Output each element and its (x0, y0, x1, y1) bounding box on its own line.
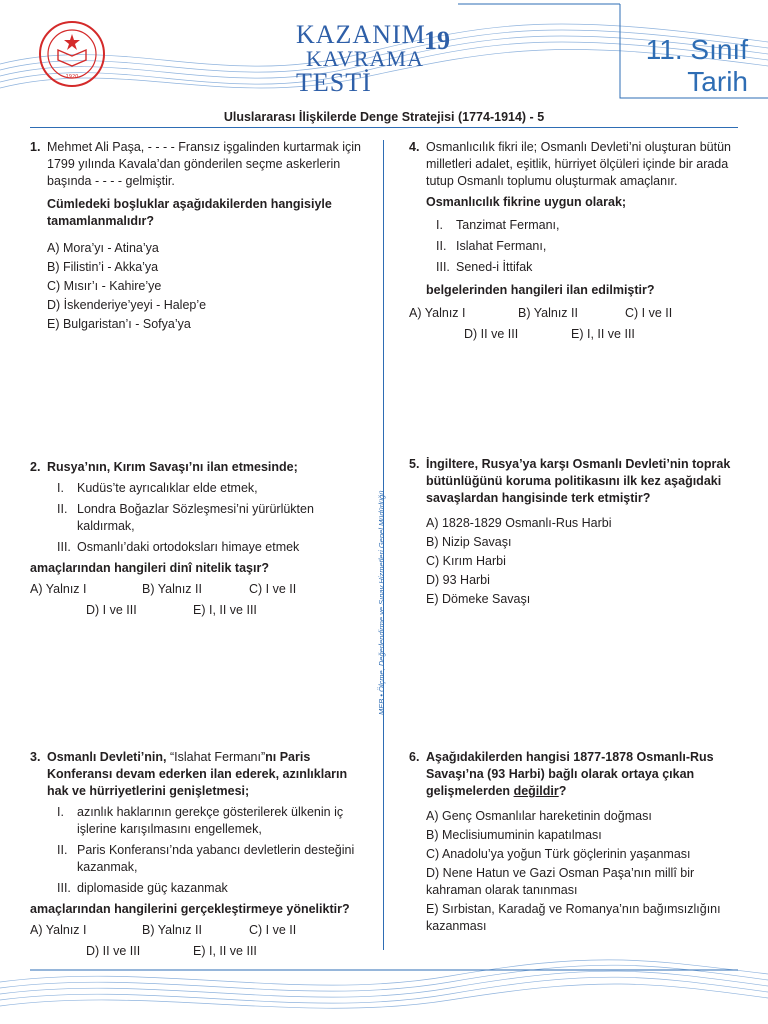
roman-item: III. diplomaside güç kazanmak (57, 881, 228, 895)
subject-label: Tarih (687, 66, 748, 97)
question-prompt: amaçlarından hangileri dinî nitelik taşır? (30, 561, 269, 575)
question-prompt: belgelerinden hangileri ilan edilmiştir? (426, 283, 655, 297)
option-d[interactable]: D) İskenderiye’yeyi - Halep’e (47, 298, 207, 312)
option-e[interactable]: E) I, II ve III (193, 944, 257, 958)
option-c[interactable]: C) I ve II (249, 923, 297, 937)
footer-wave-decoration (0, 958, 768, 1024)
option-d[interactable]: D) 93 Harbi (426, 573, 490, 587)
question-prompt: İngiltere, Rusya’ya karşı Osmanlı Devleti’nin toprak bütünlüğünü koruma politikasını ilk kez aşağıdaki savaşlardan hangisinde terk etmiştir? (426, 457, 731, 505)
question-number: 6. (409, 750, 420, 764)
roman-item: III. Osmanlı’daki ortodoksları himaye etmek (57, 540, 300, 554)
negation-word: değildir (513, 784, 559, 798)
question-4 (409, 139, 749, 343)
roman-item: I. Tanzimat Fermanı, (436, 218, 560, 232)
question-5 (409, 456, 749, 610)
option-d[interactable]: D) II ve III (86, 944, 141, 958)
option-c[interactable]: C) I ve II (625, 306, 673, 320)
option-d[interactable]: D) II ve III (464, 327, 519, 341)
option-e[interactable]: E) I, II ve III (193, 603, 257, 617)
option-d[interactable]: D) Nene Hatun ve Gazi Osman Paşa’nın millî bir kahraman olarak tanınması (426, 866, 695, 897)
series-title: KAZANIM KAVRAMA TESTİ (296, 20, 426, 97)
option-e[interactable]: E) Dömeke Savaşı (426, 592, 531, 606)
option-c[interactable]: C) I ve II (249, 582, 297, 596)
topic-title: Uluslararası İlişkilerde Denge Stratejisi (1774-1914) - 5 (223, 110, 545, 124)
option-b[interactable]: B) Meclisiumuminin kapatılması (426, 828, 602, 842)
option-b[interactable]: B) Yalnız II (518, 306, 578, 320)
question-3 (30, 749, 370, 960)
svg-text:1920: 1920 (65, 74, 79, 80)
option-a[interactable]: A) Genç Osmanlılar hareketinin doğması (426, 809, 652, 823)
roman-item: II. Islahat Fermanı, (436, 239, 547, 253)
question-text: Mehmet Ali Paşa, - - - - Fransız işgalinden kurtarmak için 1799 yılında Kavala’dan gönderilen seçme askerlerin başında - - - - gelmiştir. (47, 140, 361, 188)
option-a[interactable]: A) Yalnız I (30, 582, 87, 596)
question-2 (30, 459, 370, 619)
option-a[interactable]: A) Mora’yı - Atina’ya (47, 241, 159, 255)
question-number: 2. (30, 460, 41, 474)
option-a[interactable]: A) Yalnız I (30, 923, 87, 937)
option-b[interactable]: B) Yalnız II (142, 923, 202, 937)
grade-subject (646, 34, 748, 98)
question-text: Rusya’nın, Kırım Savaşı’nı ilan etmesinde; (47, 460, 298, 474)
question-number: 3. (30, 750, 41, 764)
roman-item: II. Londra Boğazlar Sözleşmesi’ni yürürlükten kaldırmak, (57, 502, 314, 533)
question-number: 4. (409, 140, 420, 154)
question-number: 5. (409, 457, 420, 471)
question-number: 1. (30, 140, 41, 154)
option-a[interactable]: A) 1828-1829 Osmanlı-Rus Harbi (426, 516, 612, 530)
option-e[interactable]: E) Bulgaristan’ı - Sofya’ya (47, 317, 191, 331)
option-e[interactable]: E) Sırbistan, Karadağ ve Romanya’nın bağımsızlığını kazanması (426, 902, 721, 933)
option-e[interactable]: E) I, II ve III (571, 327, 635, 341)
question-prompt-top: Osmanlıcılık fikrine uygun olarak; (426, 195, 627, 209)
option-c[interactable]: C) Anadolu’ya yoğun Türk göçlerinin yaşanması (426, 847, 691, 861)
option-b[interactable]: B) Yalnız II (142, 582, 202, 596)
question-text: Osmanlıcılık fikri ile; Osmanlı Devleti’ni oluşturan bütün milletleri adalet, eşitlik, hürriyet ölçüleri içinde bir arada tutup Osmanlı toplumu oluşturmak amaçlanır. (426, 140, 731, 188)
option-a[interactable]: A) Yalnız I (409, 306, 466, 320)
question-6 (409, 749, 749, 937)
question-prompt: Aşağıdakilerden hangisi 1877-1878 Osmanlı-Rus Savaşı’na (93 Harbi) bağlı olarak ortaya çıkan gelişmelerden değildir? (426, 750, 714, 798)
ministry-seal-logo (38, 20, 106, 88)
question-prompt: amaçlarından hangilerini gerçekleştirmeye yöneliktir? (30, 902, 350, 916)
option-d[interactable]: D) I ve III (86, 603, 137, 617)
grade-label: 11. Sınıf (645, 34, 748, 65)
topic-underline (30, 127, 738, 128)
option-b[interactable]: B) Nizip Savaşı (426, 535, 512, 549)
roman-item: I. azınlık haklarının gerekçe gösterilerek ülkenin iç işlerine karışılmasını engellemek, (57, 805, 344, 836)
test-number: 19 (424, 26, 450, 55)
roman-item: I. Kudüs’te ayrıcalıklar elde etmek, (57, 481, 258, 495)
question-1 (30, 139, 370, 335)
question-text: Osmanlı Devleti’nin, “Islahat Fermanı”nı Paris Konferansı devam ederken ilan ederek, azınlıkların hak ve hürriyetlerini genişletmesi; (47, 750, 348, 798)
roman-item: II. Paris Konferansı’nda yabancı devletlerin desteğini kazanmak, (57, 843, 355, 874)
option-c[interactable]: C) Mısır’ı - Kahire’ye (47, 279, 162, 293)
question-prompt: Cümledeki boşluklar aşağıdakilerden hangisiyle tamamlanmalıdır? (47, 197, 332, 228)
roman-item: III. Sened-i İttifak (436, 260, 533, 274)
option-c[interactable]: C) Kırım Harbi (426, 554, 506, 568)
option-b[interactable]: B) Filistin’i - Akka’ya (47, 260, 159, 274)
